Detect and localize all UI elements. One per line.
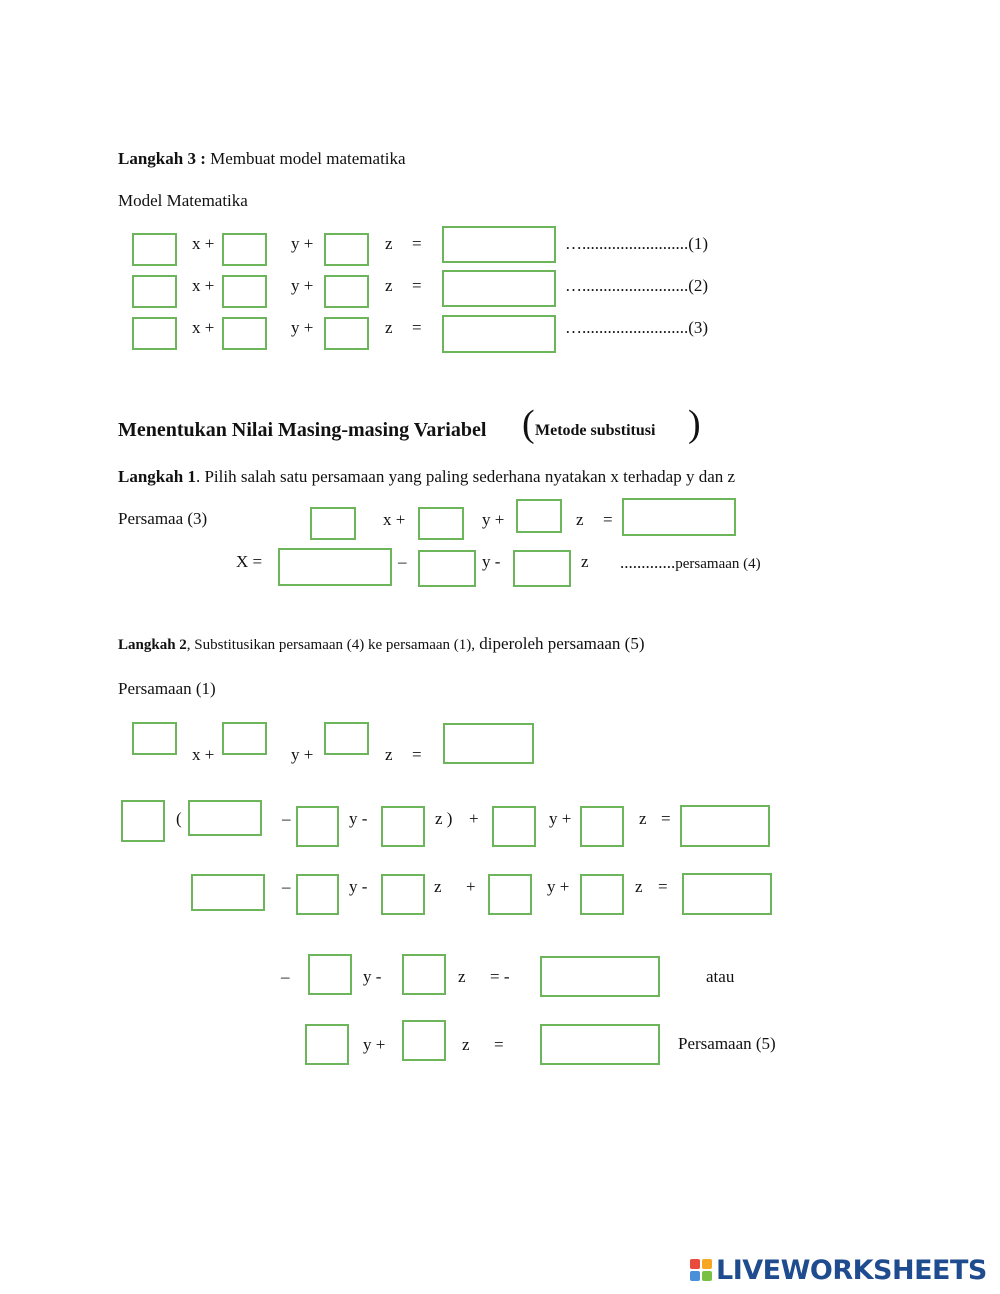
minus-sign: – bbox=[282, 809, 291, 828]
logo-square-3 bbox=[690, 1271, 700, 1281]
l2-result-input[interactable] bbox=[680, 805, 770, 847]
eq3-coef-y-input[interactable] bbox=[418, 507, 464, 540]
step2-text: Langkah 2, Substitusikan persamaan (4) ke persamaan (1), diperoleh persamaan (5) bbox=[118, 634, 645, 653]
coef-z-row1-input[interactable] bbox=[324, 233, 369, 266]
const-row1-input[interactable] bbox=[442, 226, 556, 263]
equals-sign: = bbox=[412, 234, 422, 253]
equals-sign: = bbox=[412, 745, 422, 764]
x-coef-y-input[interactable] bbox=[418, 550, 476, 587]
z-term-label: z bbox=[385, 234, 393, 253]
l1-coef-z-input[interactable] bbox=[324, 722, 369, 755]
step3-heading: Langkah 3 : Membuat model matematika bbox=[118, 149, 406, 168]
l3-coef-y-input[interactable] bbox=[296, 874, 339, 915]
method-label: Metode substitusi bbox=[535, 422, 656, 439]
z-term-label: z bbox=[458, 967, 466, 986]
x-term-label: x + bbox=[192, 745, 215, 764]
l3-coef-y2-input[interactable] bbox=[488, 874, 532, 915]
logo-square-2 bbox=[702, 1259, 712, 1269]
coef-z-row3-input[interactable] bbox=[324, 317, 369, 350]
minus-sign: – bbox=[398, 552, 407, 571]
coef-z-row2-input[interactable] bbox=[324, 275, 369, 308]
l4-coef-y-input[interactable] bbox=[308, 954, 352, 995]
x-term-label: x + bbox=[192, 318, 215, 337]
x-term-label: x + bbox=[192, 276, 215, 295]
l3-coef-z-input[interactable] bbox=[381, 874, 425, 915]
x-term-label: x + bbox=[383, 510, 406, 529]
close-paren: ) bbox=[688, 403, 701, 445]
coef-x-row1-input[interactable] bbox=[132, 233, 177, 266]
plus-sign: + bbox=[466, 877, 476, 896]
equation1-label: Persamaan (1) bbox=[118, 679, 216, 698]
y-term-label: y + bbox=[482, 510, 505, 529]
l4-result-input[interactable] bbox=[540, 956, 660, 997]
z-term-label: z bbox=[576, 510, 584, 529]
l1-coef-x-input[interactable] bbox=[132, 722, 177, 755]
y-term-label: y - bbox=[349, 877, 368, 896]
l3-const-input[interactable] bbox=[191, 874, 265, 911]
minus-sign: – bbox=[282, 877, 291, 896]
logo-text: LIVEWORKSHEETS bbox=[716, 1254, 987, 1286]
equals-sign: = bbox=[603, 510, 613, 529]
eq3-coef-x-input[interactable] bbox=[310, 507, 356, 540]
x-term-label: x + bbox=[192, 234, 215, 253]
l3-result-input[interactable] bbox=[682, 873, 772, 915]
logo-square-4 bbox=[702, 1271, 712, 1281]
plus-sign: + bbox=[469, 809, 479, 828]
l4-coef-z-input[interactable] bbox=[402, 954, 446, 995]
equals-sign: = bbox=[658, 877, 668, 896]
coef-x-row2-input[interactable] bbox=[132, 275, 177, 308]
y-term-label: y - bbox=[482, 552, 501, 571]
equation-tag: ….........................(3) bbox=[565, 318, 709, 337]
l1-const-input[interactable] bbox=[443, 723, 534, 764]
l5-coef-y-input[interactable] bbox=[305, 1024, 349, 1065]
open-paren: ( bbox=[176, 809, 182, 828]
z-term-label: z bbox=[434, 877, 442, 896]
equals-sign: = bbox=[412, 276, 422, 295]
l5-coef-z-input[interactable] bbox=[402, 1020, 446, 1061]
equals-minus-sign: = - bbox=[490, 967, 510, 986]
z-term-label: z bbox=[385, 745, 393, 764]
coef-y-row1-input[interactable] bbox=[222, 233, 267, 266]
l1-coef-y-input[interactable] bbox=[222, 722, 267, 755]
coef-y-row3-input[interactable] bbox=[222, 317, 267, 350]
z-close-label: z ) bbox=[435, 809, 453, 828]
x-equals-label: X = bbox=[236, 552, 263, 571]
liveworksheets-logo bbox=[690, 1252, 987, 1288]
const-row2-input[interactable] bbox=[442, 270, 556, 307]
equation-tag: ….........................(2) bbox=[565, 276, 709, 295]
or-label: atau bbox=[706, 967, 735, 986]
x-coef-z-input[interactable] bbox=[513, 550, 571, 587]
y-term-label: y + bbox=[291, 234, 314, 253]
l2-coef-z2-input[interactable] bbox=[580, 806, 624, 847]
y-term-label: y + bbox=[291, 745, 314, 764]
eq3-coef-z-input[interactable] bbox=[516, 499, 562, 533]
equals-sign: = bbox=[412, 318, 422, 337]
l2-coef-y2-input[interactable] bbox=[492, 806, 536, 847]
equals-sign: = bbox=[494, 1035, 504, 1054]
y-term-label: y - bbox=[349, 809, 368, 828]
equation4-tag: .............persamaan (4) bbox=[620, 553, 761, 572]
equation3-label: Persamaa (3) bbox=[118, 509, 208, 528]
logo-mark-icon bbox=[690, 1259, 712, 1281]
z-term-label: z bbox=[635, 877, 643, 896]
coef-x-row3-input[interactable] bbox=[132, 317, 177, 350]
l5-result-input[interactable] bbox=[540, 1024, 660, 1065]
minus-sign: – bbox=[281, 967, 290, 986]
y-term-label: y + bbox=[547, 877, 570, 896]
z-term-label: z bbox=[385, 318, 393, 337]
l2-const-input[interactable] bbox=[188, 800, 262, 836]
l2-coef-y-input[interactable] bbox=[296, 806, 339, 847]
y-term-label: y + bbox=[291, 318, 314, 337]
l2-multiplier-input[interactable] bbox=[121, 800, 165, 842]
l2-coef-z-input[interactable] bbox=[381, 806, 425, 847]
x-const-input[interactable] bbox=[278, 548, 392, 586]
z-term-label: z bbox=[581, 552, 589, 571]
equation5-label: Persamaan (5) bbox=[678, 1034, 776, 1053]
z-term-label: z bbox=[462, 1035, 470, 1054]
coef-y-row2-input[interactable] bbox=[222, 275, 267, 308]
l3-coef-z2-input[interactable] bbox=[580, 874, 624, 915]
y-term-label: y + bbox=[291, 276, 314, 295]
const-row3-input[interactable] bbox=[442, 315, 556, 353]
equals-sign: = bbox=[661, 809, 671, 828]
y-term-label: y + bbox=[549, 809, 572, 828]
step1-text: Langkah 1. Pilih salah satu persamaan yang paling sederhana nyatakan x terhadap y dan z bbox=[118, 467, 736, 486]
z-term-label: z bbox=[639, 809, 647, 828]
open-paren: ( bbox=[522, 403, 535, 445]
model-subheading: Model Matematika bbox=[118, 191, 248, 210]
z-term-label: z bbox=[385, 276, 393, 295]
eq3-const-input[interactable] bbox=[622, 498, 736, 536]
equation-tag: ….........................(1) bbox=[565, 234, 709, 253]
logo-square-1 bbox=[690, 1259, 700, 1269]
y-term-label: y - bbox=[363, 967, 382, 986]
section-title: Menentukan Nilai Masing-masing Variabel bbox=[118, 419, 487, 441]
y-term-label: y + bbox=[363, 1035, 386, 1054]
